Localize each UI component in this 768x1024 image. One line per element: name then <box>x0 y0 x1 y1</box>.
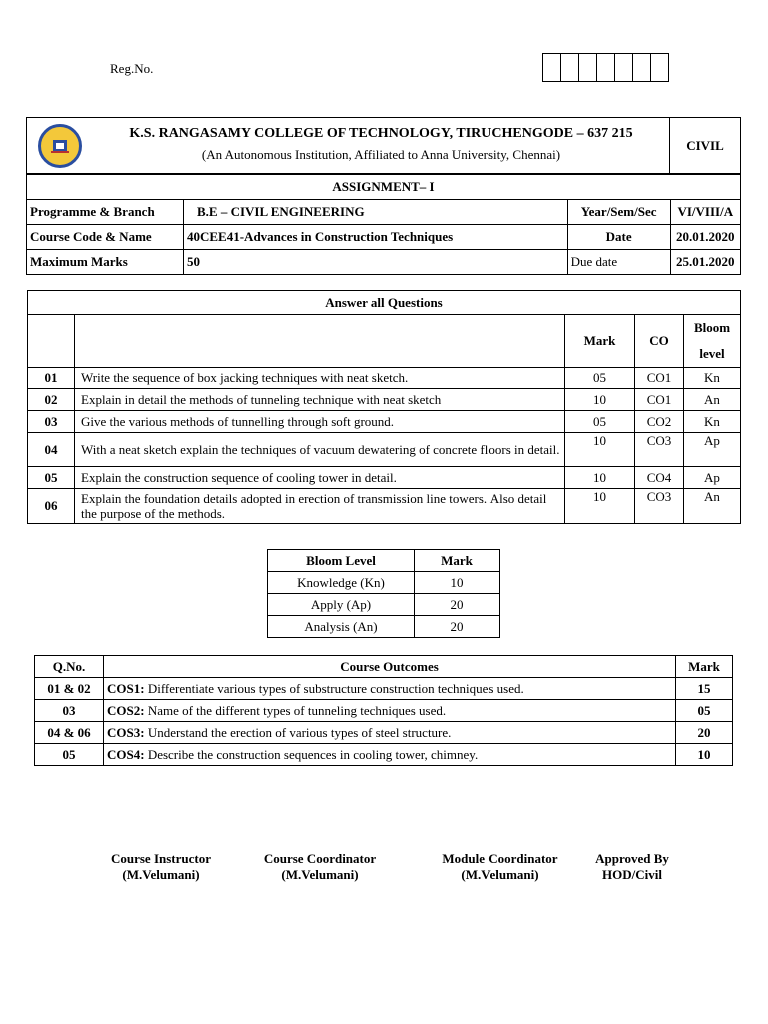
question-no: 02 <box>28 389 75 411</box>
signature-coordinator <box>252 851 388 883</box>
bloom-mark: 20 <box>415 616 500 638</box>
outcome-row <box>35 744 733 766</box>
programme-value: B.E – CIVIL ENGINEERING <box>184 200 568 225</box>
bloom-col-mark: Mark <box>415 550 500 572</box>
course-outcomes-table <box>34 655 733 766</box>
question-mark: 10 <box>565 467 635 489</box>
reg-no-label: Reg.No. <box>110 61 154 76</box>
question-no: 05 <box>28 467 75 489</box>
reg-box[interactable] <box>597 54 615 82</box>
bloom-mark: 20 <box>415 594 500 616</box>
header-table <box>26 117 741 174</box>
question-co: CO1 <box>635 368 684 389</box>
signature-role: Approved By <box>595 851 669 866</box>
outcome-code: COS4: <box>107 746 145 762</box>
question-co: CO2 <box>635 411 684 433</box>
header-blank <box>75 315 565 368</box>
col-bloom: Bloom level <box>684 315 741 368</box>
questions-heading: Answer all Questions <box>28 291 741 315</box>
outcome-text-cell <box>104 700 676 722</box>
outcome-text: Name of the different types of tunneling techniques used. <box>147 702 447 718</box>
date-label: Date <box>567 225 670 250</box>
outcome-qno: 05 <box>35 744 104 766</box>
outcome-text: Understand the erection of various types of steel structure. <box>147 724 452 740</box>
college-subtitle: (An Autonomous Institution, Affiliated to Anna University, Chennai) <box>201 147 561 162</box>
question-bloom: Ap <box>684 433 741 467</box>
question-no: 01 <box>28 368 75 389</box>
reg-box[interactable] <box>633 54 651 82</box>
signature-role: Course Instructor <box>110 851 211 866</box>
question-row <box>28 389 741 411</box>
date-value: 20.01.2020 <box>670 225 740 250</box>
question-no: 04 <box>28 433 75 467</box>
co-col-outcomes: Course Outcomes <box>104 656 676 678</box>
question-co: CO1 <box>635 389 684 411</box>
signature-approved <box>584 851 680 883</box>
question-text: Write the sequence of box jacking techniques with neat sketch. <box>75 368 565 389</box>
outcome-mark: 15 <box>676 678 733 700</box>
question-mark: 10 <box>565 433 635 467</box>
question-text: Explain the construction sequence of cooling tower in detail. <box>75 467 565 489</box>
reg-box[interactable] <box>651 54 669 82</box>
bloom-row <box>268 616 500 638</box>
question-mark: 05 <box>565 368 635 389</box>
outcome-mark: 05 <box>676 700 733 722</box>
bloom-mark: 10 <box>415 572 500 594</box>
signature-instructor <box>88 851 234 883</box>
outcome-qno: 03 <box>35 700 104 722</box>
question-no: 03 <box>28 411 75 433</box>
year-sem-label: Year/Sem/Sec <box>567 200 670 225</box>
programme-label: Programme & Branch <box>27 200 184 225</box>
question-no: 06 <box>28 489 75 524</box>
outcome-row <box>35 678 733 700</box>
outcome-mark: 10 <box>676 744 733 766</box>
due-date-value: 25.01.2020 <box>670 250 740 275</box>
reg-box[interactable] <box>615 54 633 82</box>
outcome-code: COS3: <box>107 724 145 740</box>
bloom-level: Apply (Ap) <box>268 594 415 616</box>
outcome-row <box>35 700 733 722</box>
outcome-mark: 20 <box>676 722 733 744</box>
bloom-table <box>267 549 500 638</box>
max-marks-value: 50 <box>184 250 568 275</box>
due-date-label: Due date <box>567 250 670 275</box>
bloom-col-level: Bloom Level <box>268 550 415 572</box>
signature-name: (M.Velumani) <box>122 867 200 882</box>
reg-box[interactable] <box>579 54 597 82</box>
question-bloom: Ap <box>684 467 741 489</box>
question-bloom: An <box>684 389 741 411</box>
question-co: CO4 <box>635 467 684 489</box>
signature-role: Course Coordinator <box>263 851 377 866</box>
signature-name: HOD/Civil <box>602 867 662 882</box>
outcome-text-cell <box>104 744 676 766</box>
co-col-mark: Mark <box>676 656 733 678</box>
co-col-qno: Q.No. <box>35 656 104 678</box>
bloom-row <box>268 594 500 616</box>
outcome-text-cell <box>104 678 676 700</box>
question-mark: 05 <box>565 411 635 433</box>
header-blank <box>28 315 75 368</box>
outcome-text: Differentiate various types of substructure construction techniques used. <box>147 680 524 696</box>
signature-module-coordinator <box>432 851 568 883</box>
question-bloom: An <box>684 489 741 524</box>
question-row <box>28 368 741 389</box>
question-text: Explain in detail the methods of tunneling technique with neat sketch <box>75 389 565 411</box>
outcome-row <box>35 722 733 744</box>
outcome-qno: 04 & 06 <box>35 722 104 744</box>
question-co: CO3 <box>635 489 684 524</box>
college-name: K.S. RANGASAMY COLLEGE OF TECHNOLOGY, TIRUCHENGODE – 637 215 <box>129 126 633 141</box>
question-bloom: Kn <box>684 368 741 389</box>
outcome-text: Describe the construction sequences in cooling tower, chimney. <box>147 746 479 762</box>
course-label: Course Code & Name <box>27 225 184 250</box>
question-co: CO3 <box>635 433 684 467</box>
info-table <box>26 174 741 275</box>
question-text: With a neat sketch explain the techniques of vacuum dewatering of concrete floors in detail. <box>75 433 565 467</box>
bloom-level: Knowledge (Kn) <box>268 572 415 594</box>
bloom-level: Analysis (An) <box>268 616 415 638</box>
department: CIVIL <box>670 118 741 174</box>
outcome-qno: 01 & 02 <box>35 678 104 700</box>
questions-table <box>27 290 741 524</box>
question-row <box>28 467 741 489</box>
question-mark: 10 <box>565 389 635 411</box>
question-text: Give the various methods of tunnelling through soft ground. <box>75 411 565 433</box>
year-sem-value: VI/VIII/A <box>670 200 740 225</box>
question-row <box>28 489 741 524</box>
reg-box[interactable] <box>543 54 561 82</box>
outcome-code: COS2: <box>107 702 145 718</box>
outcome-text-cell <box>104 722 676 744</box>
question-mark: 10 <box>565 489 635 524</box>
reg-box[interactable] <box>561 54 579 82</box>
assignment-title: ASSIGNMENT– I <box>27 175 741 200</box>
signature-name: (M.Velumani) <box>461 867 539 882</box>
question-text: Explain the foundation details adopted in erection of transmission line towers. Also detail the purpose of the methods. <box>75 489 565 524</box>
signature-role: Module Coordinator <box>442 851 558 866</box>
college-cell <box>93 118 670 174</box>
max-marks-label: Maximum Marks <box>27 250 184 275</box>
course-value: 40CEE41-Advances in Construction Techniques <box>184 225 568 250</box>
question-bloom: Kn <box>684 411 741 433</box>
reg-no-boxes[interactable] <box>542 53 669 82</box>
question-row <box>28 411 741 433</box>
signature-name: (M.Velumani) <box>281 867 359 882</box>
college-logo-icon <box>38 124 82 168</box>
bloom-row <box>268 572 500 594</box>
col-mark: Mark <box>565 315 635 368</box>
question-row <box>28 433 741 467</box>
logo-cell <box>27 118 94 174</box>
outcome-code: COS1: <box>107 680 145 696</box>
col-co: CO <box>635 315 684 368</box>
